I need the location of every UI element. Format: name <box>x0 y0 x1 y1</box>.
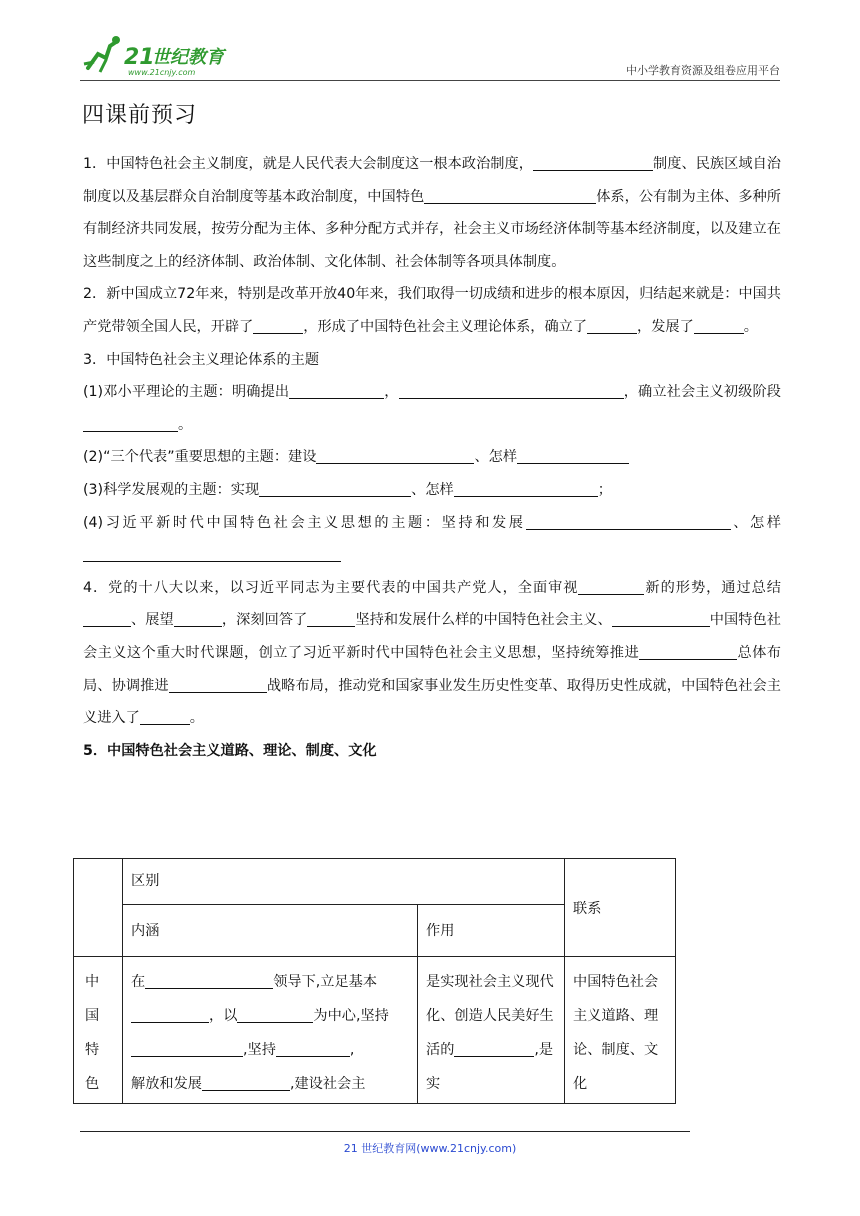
fill-blank[interactable] <box>131 1006 209 1023</box>
fill-blank[interactable] <box>694 317 744 334</box>
fill-blank[interactable] <box>424 187 596 204</box>
fill-blank[interactable] <box>587 317 637 334</box>
page-title: 四课前预习 <box>82 103 198 128</box>
question-3-1: (1)邓小平理论的主题：明确提出 ， ，确立社会主义初级阶段。 <box>83 384 781 433</box>
svg-text:www.21cnjy.com: www.21cnjy.com <box>128 68 196 77</box>
comparison-table <box>73 858 676 1104</box>
table-header-difference: 区别 <box>123 859 565 905</box>
fill-blank[interactable] <box>174 610 222 627</box>
fill-blank[interactable] <box>253 317 303 334</box>
fill-blank[interactable] <box>289 382 384 399</box>
question-3-3: (3)科学发展观的主题：实现 、怎样 ； <box>83 481 612 498</box>
footer-text: 21 世纪教育网(www.21cnjy.com) <box>343 1142 517 1155</box>
question-4: 4．党的十八大以来，以习近平同志为主要代表的中国共产党人，全面审视 新的形势，通过总结、展望 ，深刻回答了 坚持和发展什么样的中国特色社会主义、 中国特色社会主义这个重大时代课题，创立了习近平新时代中国特色社会主义思想，坚持统筹推进 总体布局、协调推进 战略布局，推动党和国家事业发生历史性变革、取得历史性成就，中国特色社会主义进入了 。 <box>83 579 781 727</box>
table-cell-link: 中国特色社会主义道路、理论、制度、文化 <box>565 957 676 1104</box>
exercise-content <box>83 148 781 767</box>
fill-blank[interactable] <box>131 1040 243 1057</box>
fill-blank[interactable] <box>202 1074 290 1091</box>
site-logo <box>80 34 240 78</box>
fill-blank[interactable] <box>276 1040 350 1057</box>
fill-blank[interactable] <box>316 447 474 464</box>
fill-blank[interactable] <box>83 610 131 627</box>
footer-divider <box>80 1131 690 1132</box>
fill-blank[interactable] <box>83 545 341 562</box>
table-cell-content: 在 领导下,立足基本 ，以 为中心,坚持,坚持 , 解放和发展 ,建设社会主 <box>123 957 418 1104</box>
table-header-content: 内涵 <box>123 905 418 957</box>
question-3-4: (4)习近平新时代中国特色社会主义思想的主题：坚持和发展 、怎样 <box>83 507 781 572</box>
platform-text: 中小学教育资源及组卷应用平台 <box>626 64 780 77</box>
page-header <box>80 28 780 82</box>
fill-blank[interactable] <box>399 382 624 399</box>
table-row-head: 中 国 特 色 <box>74 957 123 1104</box>
fill-blank[interactable] <box>578 578 644 595</box>
question-3-2: (2)“三个代表”重要思想的主题：建设 、怎样 <box>83 441 781 474</box>
svg-text:世纪教育: 世纪教育 <box>152 47 224 68</box>
fill-blank[interactable] <box>83 415 178 432</box>
question-5-head: 5．中国特色社会主义道路、理论、制度、文化 <box>83 742 377 759</box>
table-cell-role: 是实现社会主义现代化、创造人民美好生活的 ,是实 <box>418 957 565 1104</box>
fill-blank[interactable] <box>145 972 273 989</box>
fill-blank[interactable] <box>307 610 355 627</box>
question-3-head: 3．中国特色社会主义理论体系的主题 <box>83 351 320 368</box>
fill-blank[interactable] <box>517 447 629 464</box>
fill-blank[interactable] <box>237 1006 313 1023</box>
fill-blank[interactable] <box>259 480 411 497</box>
fill-blank[interactable] <box>454 1040 534 1057</box>
fill-blank[interactable] <box>454 480 598 497</box>
table-corner <box>74 859 123 957</box>
question-2: 2．新中国成立72年来，特别是改革开放40年来，我们取得一切成绩和进步的根本原因，归结起来就是：中国共产党带领全国人民，开辟了 ，形成了中国特色社会主义理论体系，确立了 ，发展了 。 <box>83 286 781 335</box>
table-header-link: 联系 <box>565 859 676 957</box>
fill-blank[interactable] <box>612 610 710 627</box>
question-1: 1．中国特色社会主义制度，就是人民代表大会制度这一根本政治制度， 制度、民族区域自治制度以及基层群众自治制度等基本政治制度，中国特色 体系，公有制为主体、多种所有制经济共同发展，按劳分配为主体、多种分配方式并存，社会主义市场经济体制等基本经济制度，以及建立在这些制度之上的经济体制、政治体制、文化体制、社会体制等各项具体制度。 <box>83 156 781 270</box>
fill-blank[interactable] <box>140 708 190 725</box>
svg-text:21: 21 <box>124 45 155 70</box>
header-divider <box>80 80 780 81</box>
fill-blank[interactable] <box>526 513 731 530</box>
table-header-role: 作用 <box>418 905 565 957</box>
runner-icon <box>88 42 116 68</box>
fill-blank[interactable] <box>169 676 267 693</box>
fill-blank[interactable] <box>533 154 653 171</box>
fill-blank[interactable] <box>639 643 737 660</box>
